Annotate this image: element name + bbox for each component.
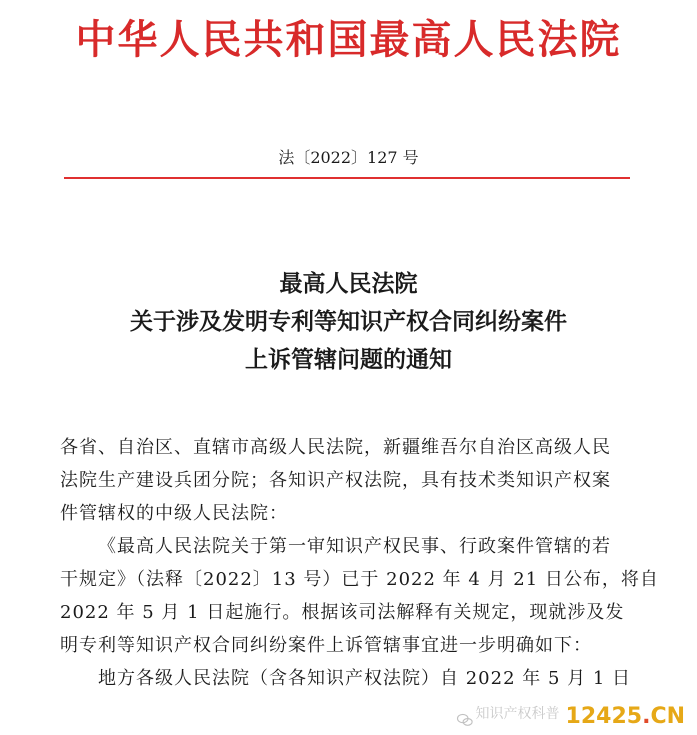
addressee-line: 件管辖权的中级人民法院： (60, 503, 288, 524)
watermark-text: 知识产权科普 (475, 706, 560, 722)
logo-number: 12425 (565, 704, 643, 729)
red-divider (64, 177, 630, 179)
document-body (60, 431, 659, 695)
title-line: 最高人民法院 (279, 270, 418, 297)
paragraph-line: 2022 年 5 月 1 日起施行。根据该司法解释有关规定，现就涉及发 (60, 602, 625, 623)
paragraph-line: 地方各级人民法院（含各知识产权法院）自 2022 年 5 月 1 日 (98, 668, 632, 689)
paragraph-line: 明专利等知识产权合同纠纷案件上诉管辖事宜进一步明确如下： (60, 635, 592, 656)
document-title (0, 265, 697, 379)
wechat-icon (456, 711, 474, 729)
title-line: 关于涉及发明专利等知识产权合同纠纷案件 (130, 308, 567, 335)
logo-suffix: CN (650, 704, 685, 729)
site-logo (566, 705, 685, 729)
site-watermark (456, 703, 685, 729)
paragraph-2 (60, 662, 650, 695)
court-header: 中华人民共和国最高人民法院 (75, 16, 622, 63)
addressee-line: 各省、自治区、直辖市高级人民法院，新疆维吾尔自治区高级人民 (60, 437, 611, 458)
paragraph-1 (60, 530, 659, 662)
logo-dot: . (642, 704, 651, 729)
paragraph-line: 干规定》（法释〔2022〕13 号）已于 2022 年 4 月 21 日公布，将自 (60, 569, 659, 590)
paragraph-line: 《最高人民法院关于第一审知识产权民事、行政案件管辖的若 (98, 536, 611, 557)
document-number: 法〔2022〕127 号 (278, 148, 419, 167)
title-line: 上诉管辖问题的通知 (245, 346, 452, 373)
addressee-line: 法院生产建设兵团分院；各知识产权法院，具有技术类知识产权案 (60, 470, 611, 491)
addressee (60, 431, 650, 530)
